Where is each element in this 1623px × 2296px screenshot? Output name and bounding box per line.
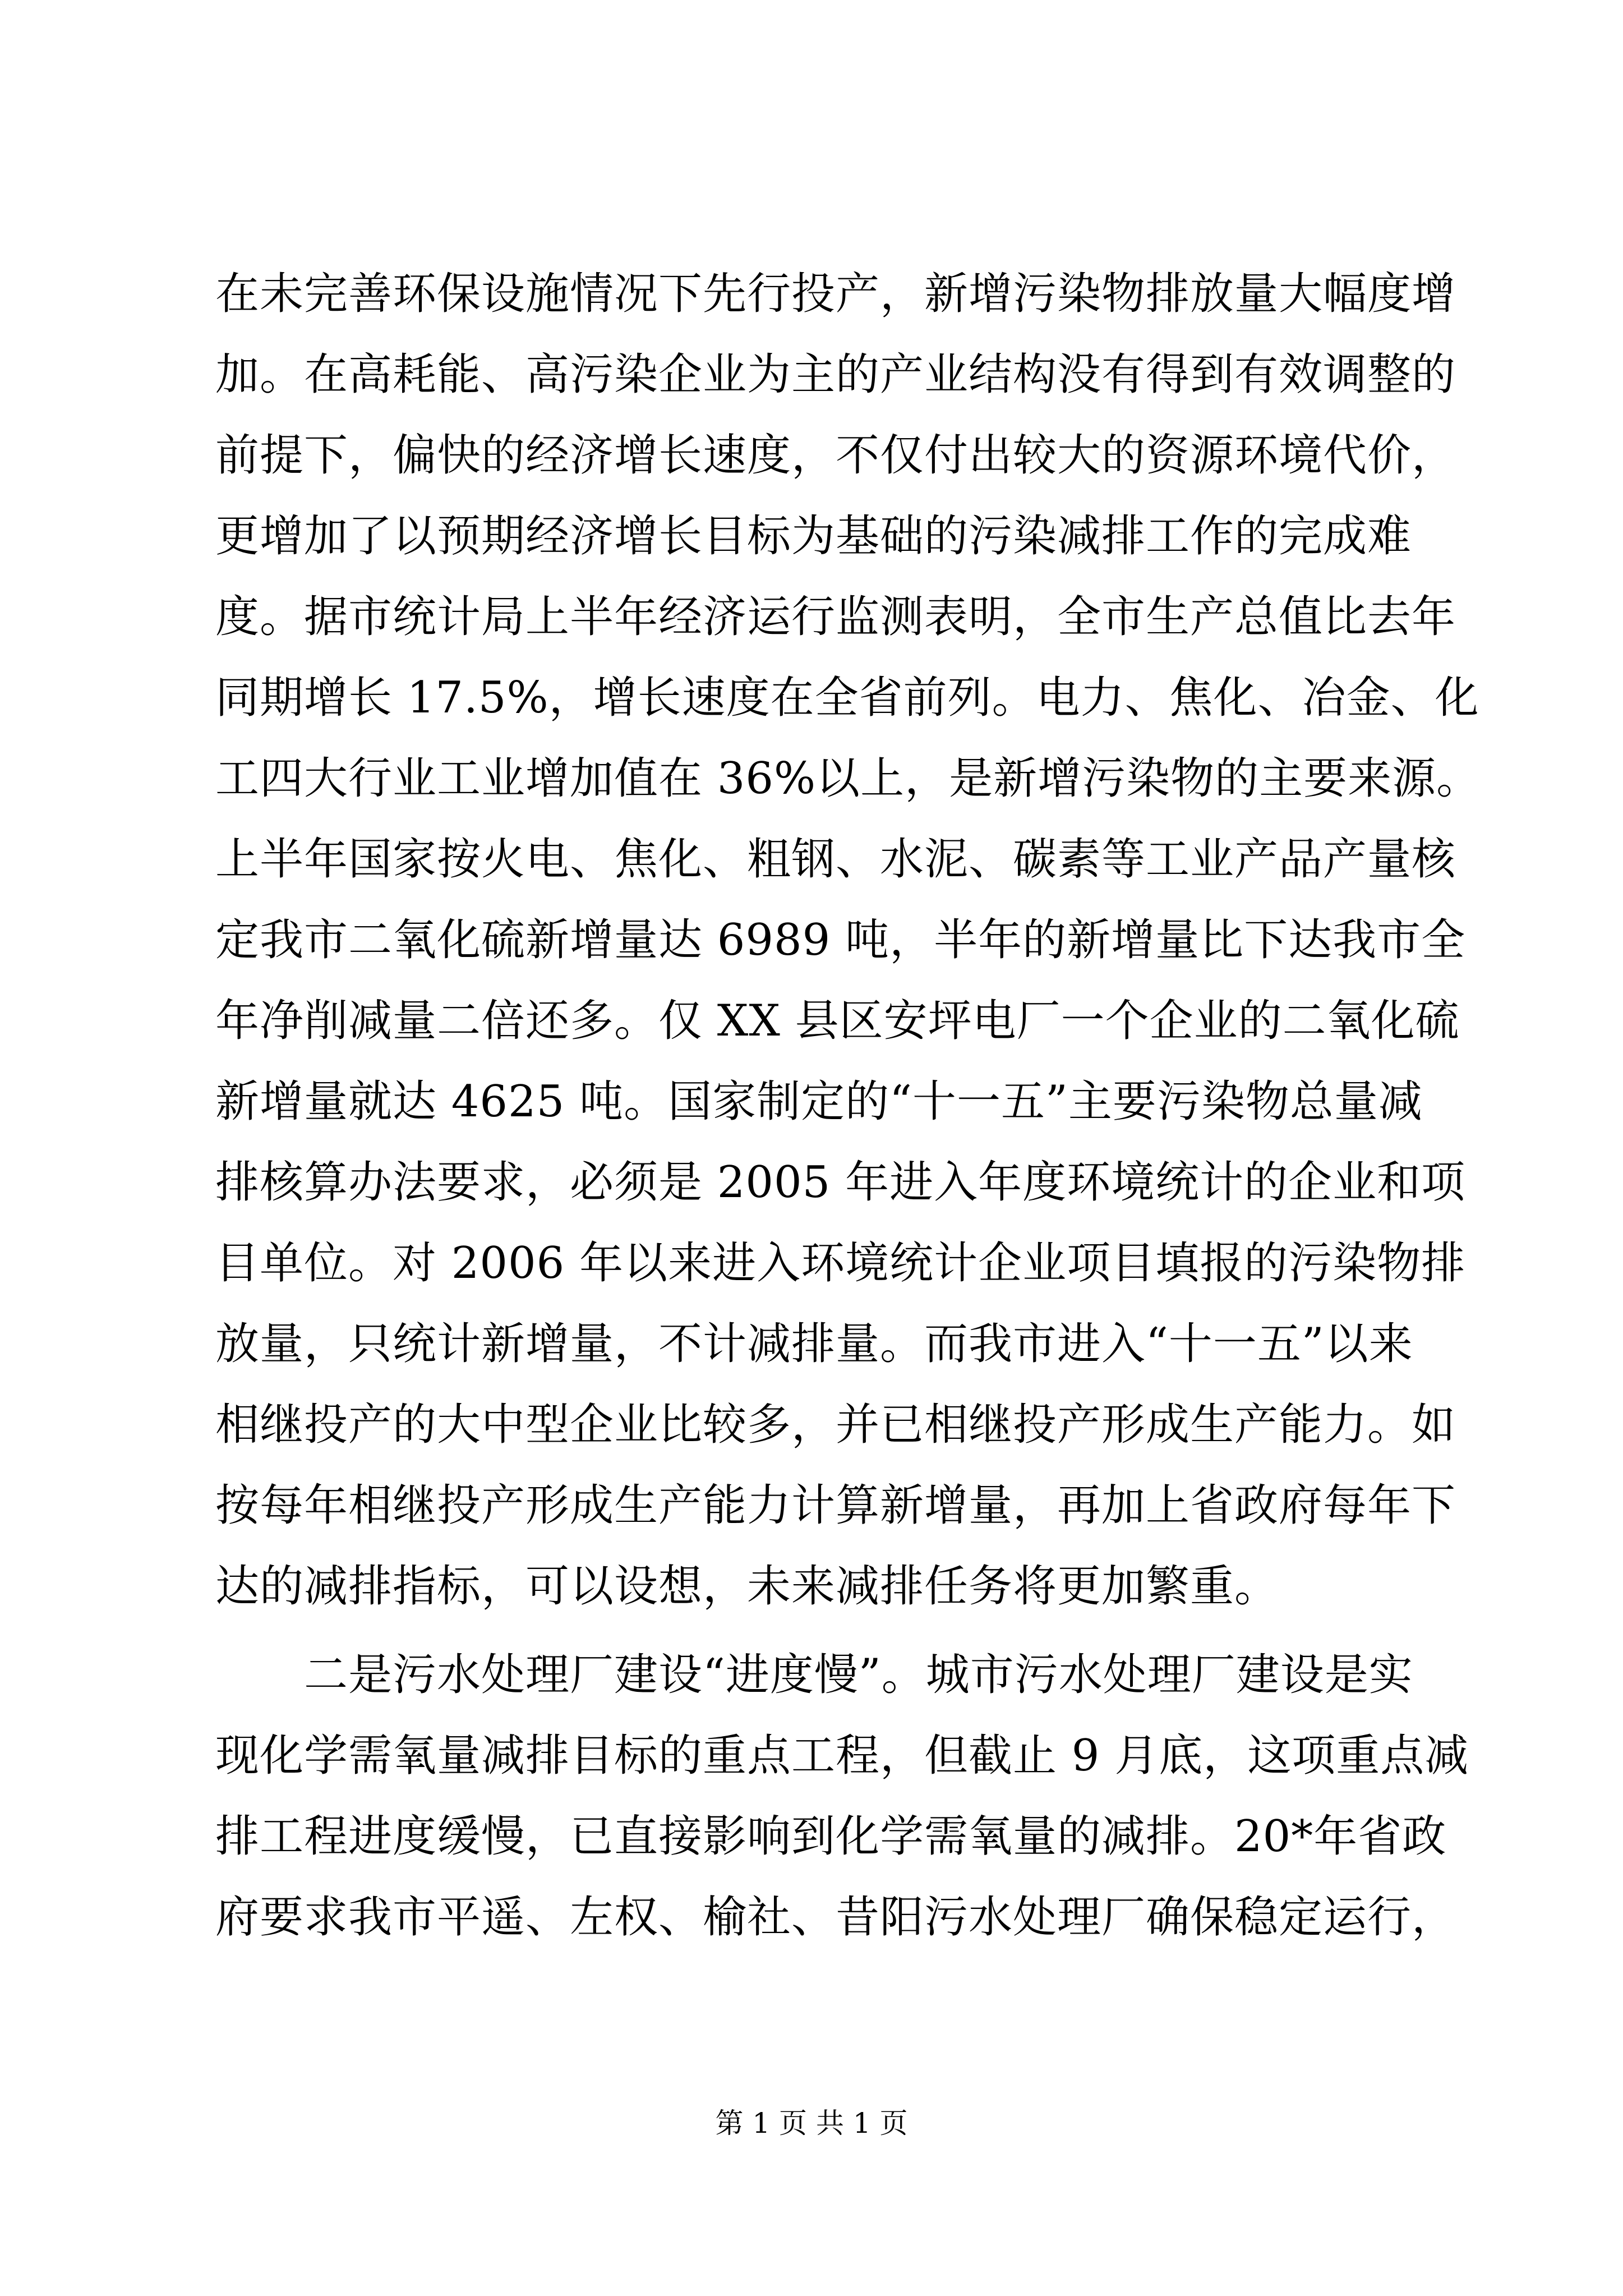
text-line: 上半年国家按火电、焦化、粗钢、水泥、碳素等工业产品产量核 xyxy=(215,834,1456,885)
paragraph-1 xyxy=(215,254,1481,1627)
text-line: 相继投产的大中型企业比较多，并已相继投产形成生产能力。如 xyxy=(215,1400,1456,1450)
text-line: 定我市二氧化硫新增量达 6989 吨，半年的新增量比下达我市全 xyxy=(215,915,1466,965)
text-line: 在未完善环保设施情况下先行投产，新增污染物排放量大幅度增 xyxy=(215,269,1456,319)
text-line: 排工程进度缓慢，已直接影响到化学需氧量的减排。20*年省政 xyxy=(215,1811,1447,1862)
paragraph-gap xyxy=(215,1627,1410,1635)
text-line: 按每年相继投产形成生产能力计算新增量，再加上省政府每年下 xyxy=(215,1480,1456,1531)
text-line: 加。在高耗能、高污染企业为主的产业结构没有得到有效调整的 xyxy=(215,349,1456,400)
text-line: 同期增长 17.5%，增长速度在全省前列。电力、焦化、冶金、化 xyxy=(215,673,1479,723)
text-line: 新增量就达 4625 吨。国家制定的“十一五”主要污染物总量减 xyxy=(215,1076,1423,1127)
text-line: 年净削减量二倍还多。仅 XX 县区安坪电厂一个企业的二氧化硫 xyxy=(215,996,1460,1046)
text-line: 现化学需氧量减排目标的重点工程，但截止 9 月底，这项重点减 xyxy=(215,1731,1469,1781)
paragraph-2 xyxy=(215,1635,1469,1958)
document-body xyxy=(215,254,1481,1958)
text-line: 目单位。对 2006 年以来进入环境统计企业项目填报的污染物排 xyxy=(215,1238,1466,1289)
text-line: 排核算办法要求，必须是 2005 年进入年度环境统计的企业和项 xyxy=(215,1157,1466,1208)
text-line: 府要求我市平遥、左权、榆社、昔阳污水处理厂确保稳定运行， xyxy=(215,1892,1456,1943)
text-line: 度。据市统计局上半年经济运行监测表明，全市生产总值比去年 xyxy=(215,592,1456,642)
text-line: 更增加了以预期经济增长目标为基础的污染减排工作的完成难 xyxy=(215,511,1412,562)
text-line: 前提下，偏快的经济增长速度，不仅付出较大的资源环境代价， xyxy=(215,430,1456,481)
text-line: 达的减排指标，可以设想，未来减排任务将更加繁重。 xyxy=(215,1561,1279,1612)
text-line: 放量，只统计新增量，不计减排量。而我市进入“十一五”以来 xyxy=(215,1319,1413,1369)
text-line: 二是污水处理厂建设“进度慢”。城市污水处理厂建设是实 xyxy=(215,1650,1413,1700)
page-number-footer: 第 1 页 共 1 页 xyxy=(715,2107,908,2139)
text-line: 工四大行业工业增加值在 36%以上，是新增污染物的主要来源。 xyxy=(215,753,1481,804)
